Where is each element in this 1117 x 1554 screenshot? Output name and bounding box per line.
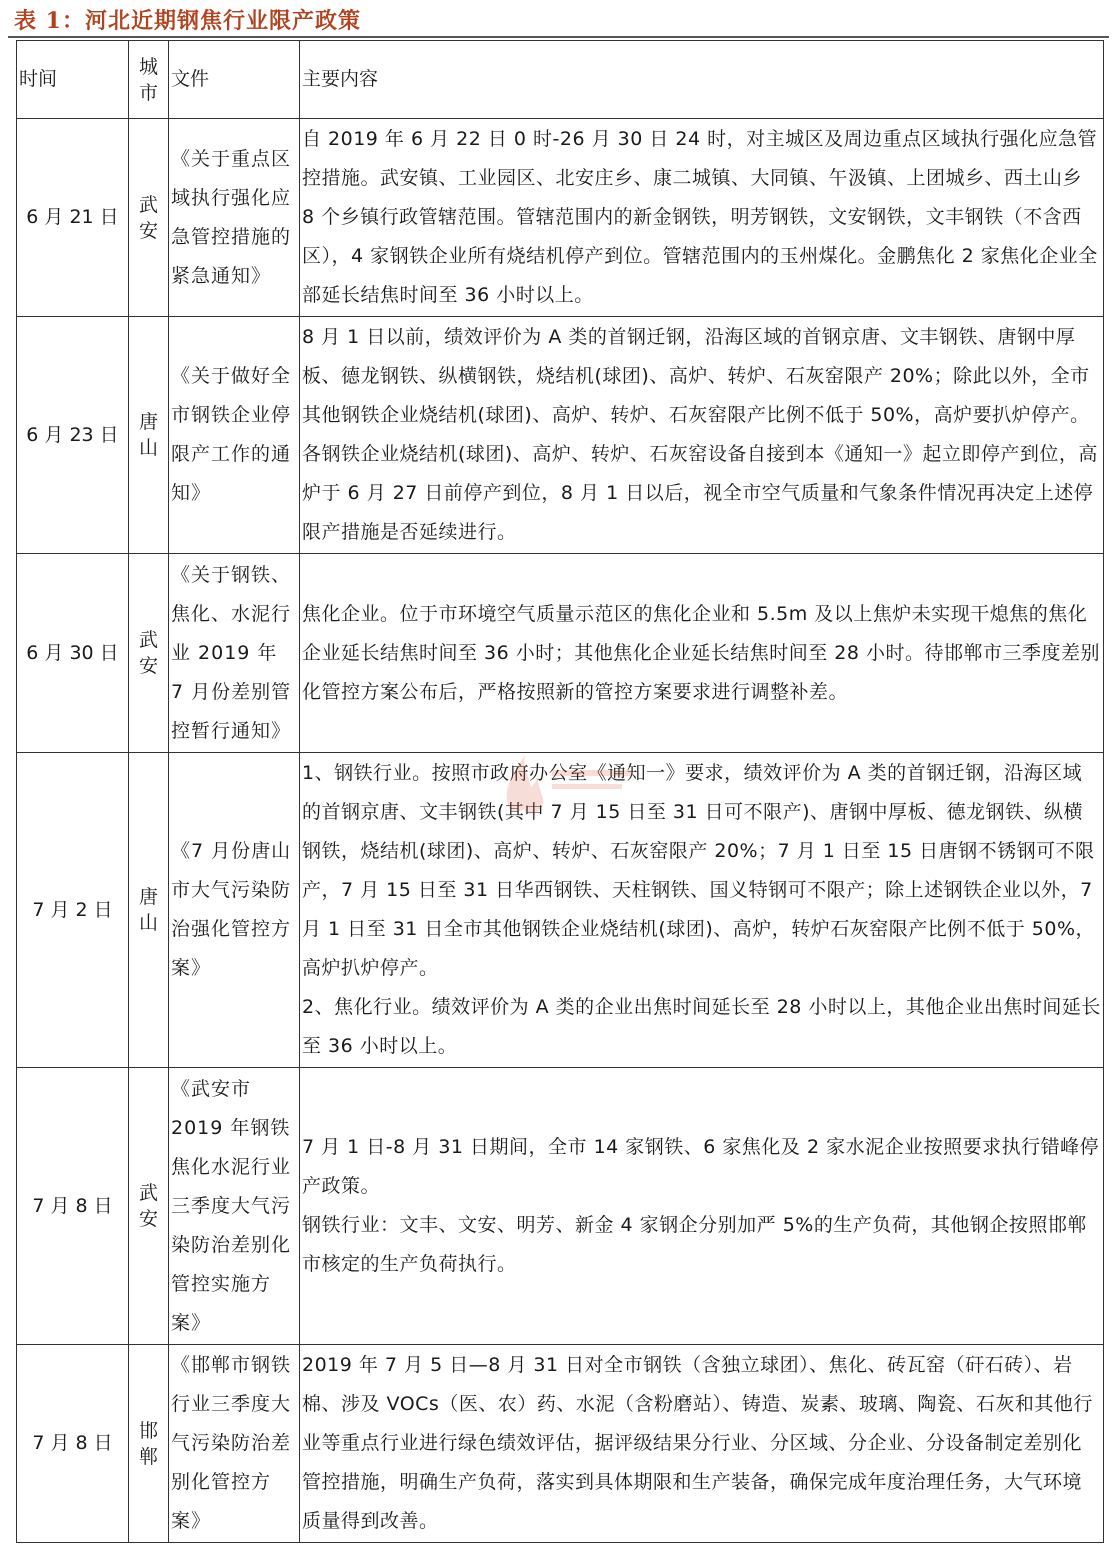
row-city: [129, 1068, 169, 1345]
row-content: 自 2019 年 6 月 22 日 0 时-26 月 30 日 24 时，对主城区及周边重点区域执行强化应急管控措施。武安镇、工业园区、北安庄乡、康二城镇、大同镇、午汲镇、上团城乡、西土山乡 8 个乡镇行政管辖范围。管辖范围内的新金钢铁，明芳钢铁，文安钢铁，文丰钢铁（不含西区），4 家钢铁企业所有烧结机停产到位。管辖范围内的玉州煤化。金鹏焦化 2 家焦化企业全部延长结焦时间至 36 小时以上。: [300, 119, 1104, 317]
content-paragraph: 2、焦化行业。绩效评价为 A 类的企业出焦时间延长至 28 小时以上，其他企业出焦时间延长至 36 小时以上。: [302, 996, 1101, 1057]
row-date: 7 月 8 日: [17, 1068, 129, 1345]
row-date: 6 月 30 日: [17, 554, 129, 753]
row-file: 《邯郸市钢铁行业三季度大气污染防治差别化管控方案》: [169, 1345, 300, 1543]
row-city: [129, 554, 169, 753]
row-city: [129, 1345, 169, 1543]
header-date: 时间: [17, 41, 129, 119]
row-file: 《关于做好全市钢铁企业停限产工作的通知》: [169, 317, 300, 554]
row-date: 7 月 2 日: [17, 753, 129, 1068]
row-content: 8 月 1 日以前，绩效评价为 A 类的首钢迁钢，沿海区域的首钢京唐、文丰钢铁、唐钢中厚板、德龙钢铁、纵横钢铁，烧结机(球团)、高炉、转炉、石灰窑限产 20%；除此以外，全市其他钢铁企业烧结机(球团)、高炉、转炉、石灰窑限产比例不低于 50%，高炉要扒炉停产。各钢铁企业烧结机(球团)、高炉、转炉、石灰窑设备自接到本《通知一》起立即停产到位，高炉于 6 月 27 日前停产到位，8 月 1 日以后，视全市空气质量和气象条件情况再决定上述停限产措施是否延续进行。: [300, 317, 1104, 554]
row-city-text: 武安: [138, 629, 158, 677]
row-file: 《武安市 2019 年钢铁焦化水泥行业三季度大气污染防治差别化管控实施方案》: [169, 1068, 300, 1345]
row-city-text: 邯郸: [138, 1419, 158, 1468]
title-divider: [8, 36, 1109, 38]
row-city-text: 武安: [138, 193, 158, 242]
row-content: 焦化企业。位于市环境空气质量示范区的焦化企业和 5.5m 及以上焦炉未实现干熄焦的焦化企业延长结焦时间至 36 小时；其他焦化企业延长结焦时间至 28 小时。待邯郸市三季度差别化管控方案公布后，严格按照新的管控方案要求进行调整补差。: [300, 554, 1104, 753]
table-row: [17, 1068, 1104, 1345]
row-date: 6 月 23 日: [17, 317, 129, 554]
table-row: [17, 554, 1104, 753]
header-file: 文件: [169, 41, 300, 119]
table-row: [17, 1345, 1104, 1543]
content-paragraph: 7 月 1 日-8 月 31 日期间，全市 14 家钢铁、6 家焦化及 2 家水泥企业按照要求执行错峰停产政策。: [302, 1136, 1100, 1197]
row-content: [300, 1068, 1104, 1345]
row-date: 7 月 8 日: [17, 1345, 129, 1543]
content-paragraph: 1、钢铁行业。按照市政府办公室《通知一》要求，绩效评价为 A 类的首钢迁钢，沿海区域的首钢京唐、文丰钢铁(其中 7 月 15 日至 31 日可不限产)、唐钢中厚板、德龙钢铁、纵横钢铁，烧结机(球团)、高炉、转炉、石灰窑限产 20%；7 月 1 日至 15 日唐钢不锈钢可不限产，7 月 15 日至 31 日华西钢铁、天柱钢铁、国义特钢可不限产；除上述钢铁企业以外，7 月 1 日至 31 日全市其他钢铁企业烧结机(球团)、高炉，转炉石灰窑限产比例不低于 50%，高炉扒炉停产。: [302, 762, 1096, 979]
row-file: 《关于重点区域执行强化应急管控措施的紧急通知》: [169, 119, 300, 317]
header-city-text: 城市: [138, 55, 158, 104]
table-row: [17, 753, 1104, 1068]
table-row: [17, 317, 1104, 554]
row-date: 6 月 21 日: [17, 119, 129, 317]
row-file: 《7 月份唐山市大气污染防治强化管控方案》: [169, 753, 300, 1068]
row-city-text: 武安: [138, 1182, 158, 1230]
header-content: 主要内容: [300, 41, 1104, 119]
table-header-row: [17, 41, 1104, 119]
header-city: [129, 41, 169, 119]
row-city-text: 唐山: [138, 411, 158, 459]
row-content: [300, 753, 1104, 1068]
table-row: [17, 119, 1104, 317]
row-city-text: 唐山: [138, 886, 158, 934]
row-file: 《关于钢铁、焦化、水泥行业 2019 年 7 月份差别管控暂行通知》: [169, 554, 300, 753]
row-city: [129, 753, 169, 1068]
table-title: 表 1：河北近期钢焦行业限产政策: [14, 8, 361, 34]
content-paragraph: 钢铁行业：文丰、文安、明芳、新金 4 家钢企分别加严 5%的生产负荷，其他钢企按照邯郸市核定的生产负荷执行。: [302, 1214, 1087, 1275]
row-city: [129, 119, 169, 317]
policy-table: [16, 40, 1104, 1543]
row-city: [129, 317, 169, 554]
row-content: 2019 年 7 月 5 日—8 月 31 日对全市钢铁（含独立球团）、焦化、砖瓦窑（矸石砖）、岩棉、涉及 VOCs（医、农）药、水泥（含粉磨站）、铸造、炭素、玻璃、陶瓷、石灰和其他行业等重点行业进行绿色绩效评估，据评级结果分行业、分区域、分企业、分设备制定差别化管控措施，明确生产负荷，落实到具体期限和生产装备，确保完成年度治理任务，大气环境质量得到改善。: [300, 1345, 1104, 1543]
